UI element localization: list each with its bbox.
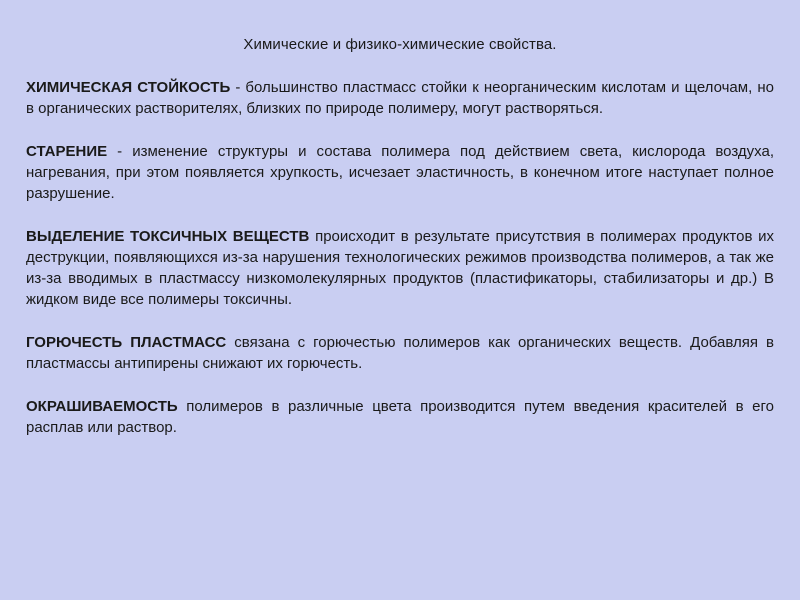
slide-title: Химические и физико-химические свойства. [243,36,557,53]
text-flammability: связана с горючестью полимеров как органических веществ. Добавляя в пластмассы антипирены снижают их горючесть. [26,334,774,372]
text-toxic-release: происходит в результате присутствия в полимерах продуктов их деструкции, появляющихся из-за нарушения технологических режимов производства полимеров, а так же из-за вводимых в пластмассу низкомолекулярных продуктов (пластификаторы, стабилизаторы и др.) В жидком виде все полимеры токсичны. [26,228,774,308]
paragraph-flammability [26,332,774,374]
paragraph-aging [26,141,774,204]
term-flammability: ГОРЮЧЕСТЬ ПЛАСТМАСС [26,334,227,351]
term-colorability: ОКРАШИВАЕМОСТЬ [26,398,178,415]
text-chemical-resistance: - большинство пластмасс стойки к неорганическим кислотам и щелочам, но в органических растворителях, близких по природе полимеру, могут растворяться. [26,79,774,117]
paragraph-colorability [26,396,774,438]
paragraph-toxic-release [26,226,774,310]
term-chemical-resistance: ХИМИЧЕСКАЯ СТОЙКОСТЬ [26,79,231,96]
text-colorability: полимеров в различные цвета производится путем введения красителей в его расплав или раствор. [26,398,774,436]
paragraph-chemical-resistance [26,77,774,119]
term-aging: СТАРЕНИЕ [26,143,108,160]
term-toxic-release: ВЫДЕЛЕНИЕ ТОКСИЧНЫХ ВЕЩЕСТВ [26,228,310,245]
text-aging: - изменение структуры и состава полимера под действием света, кислорода воздуха, нагревания, при этом появляется хрупкость, исчезает эластичность, в конечном итоге наступает полное разрушение. [26,143,774,202]
